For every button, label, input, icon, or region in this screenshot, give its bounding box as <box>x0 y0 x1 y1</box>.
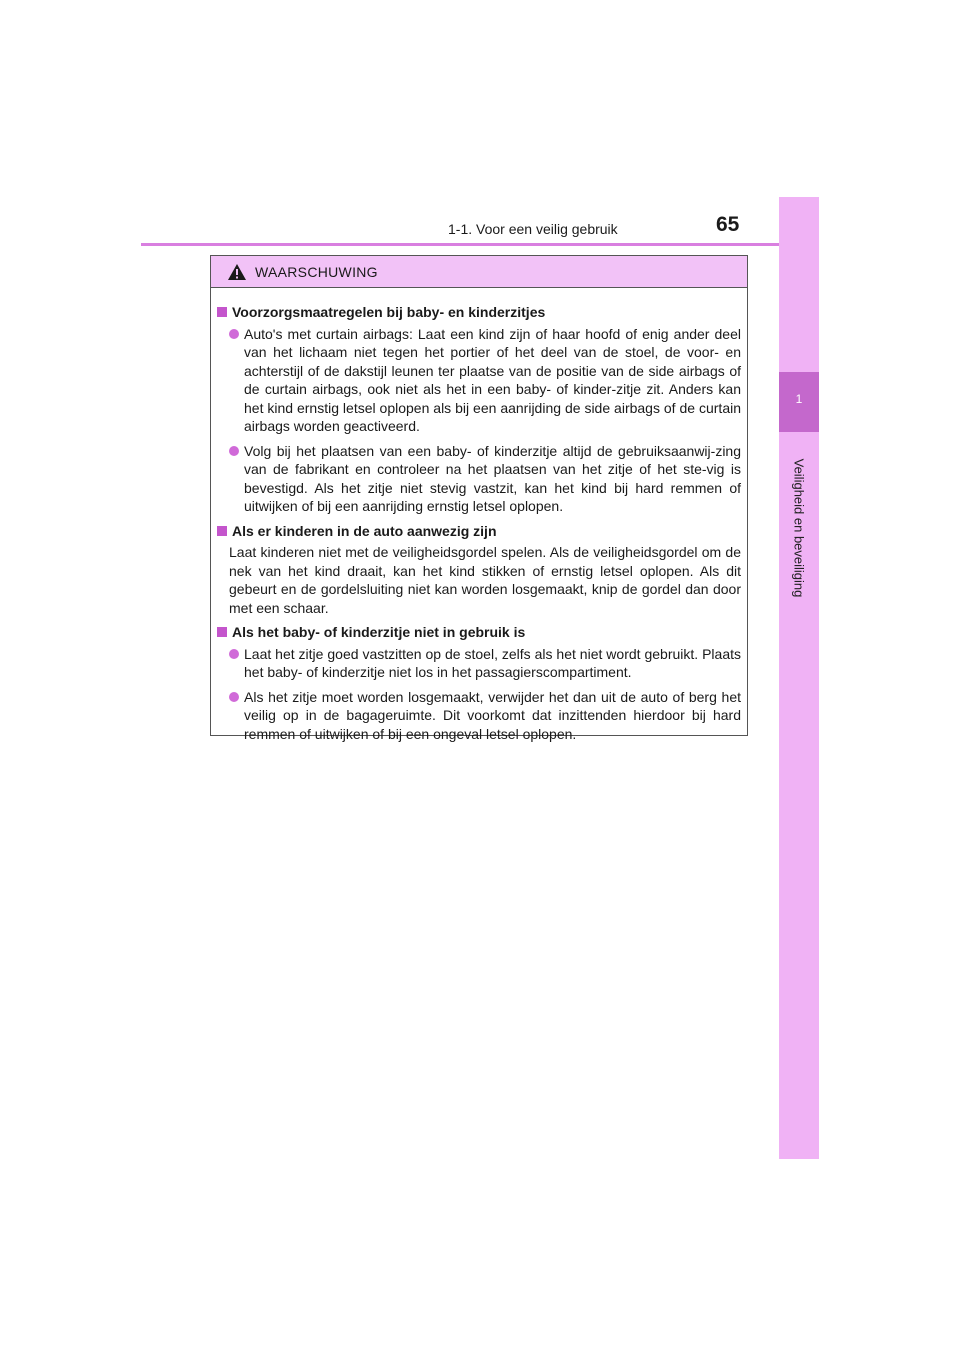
chapter-side-tab <box>779 197 819 1159</box>
square-bullet-icon <box>217 627 227 637</box>
square-bullet-icon <box>217 307 227 317</box>
warning-header <box>211 256 747 288</box>
warning-box <box>210 255 748 742</box>
circle-bullet-icon <box>229 649 239 659</box>
list-item: Volg bij het plaatsen van een baby- of kinderzitje altijd de gebruiksaanwij-zing van de fabrikant en controleer na het plaatsen van het zitje of het ste-vig is bevestigd. Als het zitje niet stevig vastzit, kan het kind bij hard remmen of uitwijken of bij een aanrijding ernstig letsel oplopen. <box>229 442 741 516</box>
section-title: 1-1. Voor een veilig gebruik <box>448 221 618 237</box>
page-number: 65 <box>716 213 740 236</box>
list-item: Laat het zitje goed vastzitten op de stoel, zelfs als het niet wordt gebruikt. Plaats het baby- of kinderzitje niet los in het passagierscompartiment. <box>229 645 741 682</box>
list-item: Auto's met curtain airbags: Laat een kind zijn of haar hoofd of enig ander deel van het lichaam niet tegen het portier of het deel van de stoel, de voor- en achterstijl of de dakstijl leunen ter plaatse van de positie van de side airbags of de curtain airbags, ook niet als het in een baby- of kinder-zitje zit. Anders kan het kind ernstig letsel oplopen als bij een aanrijding de side airbags of de curtain airbags worden geactiveerd. <box>229 325 741 436</box>
section-paragraph: Laat kinderen niet met de veiligheidsgordel spelen. Als de veiligheidsgordel om de nek van het kind draait, kan het kind stikken of ernstig letsel oplopen. Als dit gebeurt en de gordelsluiting niet kan worden losgemaakt, knip de gordel dan door met een schaar. <box>229 544 741 616</box>
list-item: Als het zitje moet worden losgemaakt, verwijder het dan uit de auto of berg het veilig op in de bagageruimte. Dit voorkomt dat inzittenden hierdoor bij hard remmen of uitwijken of bij een ongeval letsel oplopen. <box>229 688 741 744</box>
warning-title: WAARSCHUWING <box>255 263 378 280</box>
section-heading: Voorzorgsmaatregelen bij baby- en kinderzitjes <box>217 303 741 322</box>
circle-bullet-icon <box>229 692 239 702</box>
circle-bullet-icon <box>229 329 239 339</box>
chapter-title: Veiligheid en beveiliging <box>791 458 807 598</box>
warning-content <box>211 288 747 743</box>
section-heading: Als het baby- of kinderzitje niet in gebruik is <box>217 623 741 642</box>
section-heading: Als er kinderen in de auto aanwezig zijn <box>217 522 741 541</box>
circle-bullet-icon <box>229 446 239 456</box>
warning-triangle-icon <box>227 263 247 281</box>
chapter-number: 1 <box>795 392 803 406</box>
header-divider <box>141 243 819 246</box>
square-bullet-icon <box>217 526 227 536</box>
